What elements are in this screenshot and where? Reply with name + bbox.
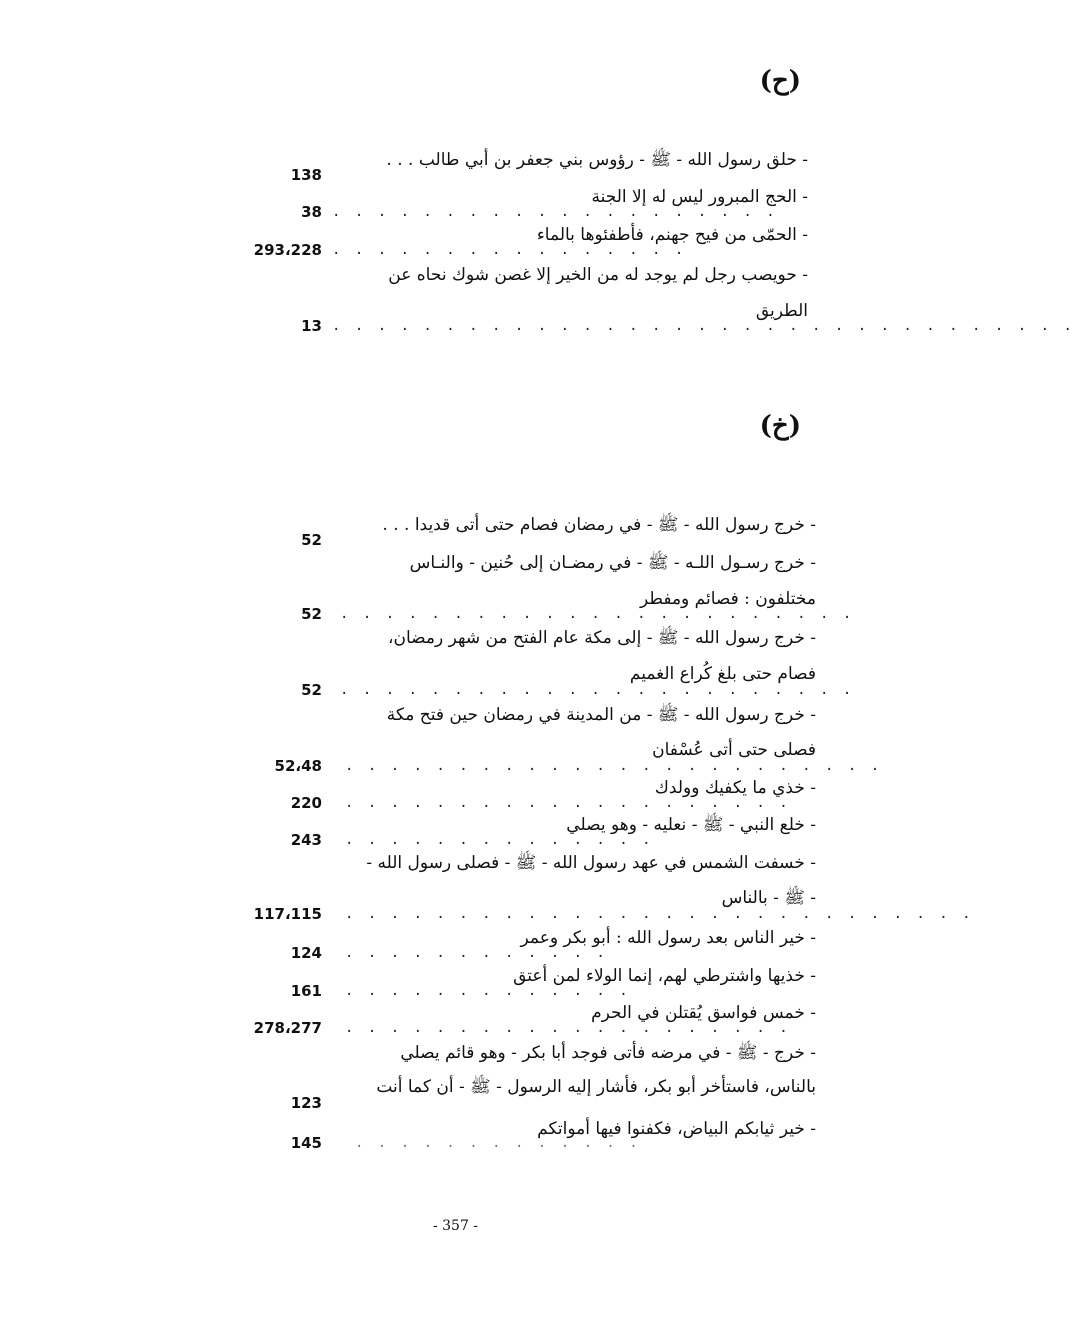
leader-dots: . . . . . . . . . . . . . . . . . . . . . . . (340, 606, 855, 622)
entry-text-line: فصام حتى بلغ كُراع الغميم (629, 664, 816, 684)
entry-text-line: - خرج رسول الله - ﷺ - في رمضان فصام حتى أتى قديدا . . . (382, 515, 816, 535)
entry-text-line: مختلفون : فصائم ومفطر (640, 589, 816, 609)
entry-text-line: - خرج رسول الله - ﷺ - إلى مكة عام الفتح من شهر رمضان، (388, 628, 816, 648)
leader-dots: . . . . . . . . . . . . . . . . . . . . (332, 204, 778, 220)
entry-page-number: 52 (301, 605, 322, 623)
entry-text-line: - الحج المبرور ليس له إلا الجنة (591, 187, 808, 207)
entry-text-line: - ﷺ - بالناس (721, 888, 816, 908)
leader-dots: . . . . . . . . . . . . . (355, 1135, 641, 1151)
leader-dots: . . . . . . . . . . . . (345, 945, 608, 961)
entry-text-line: - خير الناس بعد رسول الله : أبو بكر وعمر (520, 928, 816, 948)
entry-text-line: - خذي ما يكفيك وولدك (654, 778, 816, 798)
leader-dots: . . . . . . . . . . . . . . . . . . . . (345, 795, 791, 811)
leader-dots: . . . . . . . . . . . . . . . . . . . . (345, 1020, 791, 1036)
entry-page-number: 52،48 (274, 757, 322, 775)
entry-page-number: 293،228 (253, 241, 322, 259)
entry-page-number: 117،115 (253, 905, 322, 923)
entry-text-line: - خمس فواسق يُقتلن في الحرم (591, 1003, 816, 1023)
page-number-footer: - 357 - (432, 1218, 479, 1234)
entry-text-line: - حلق رسول الله - ﷺ - رؤوس بني جعفر بن أبي طالب . . . (386, 150, 808, 170)
entry-page-number: 220 (290, 794, 322, 812)
entry-text-line: - خرج رسـول اللـه - ﷺ - في رمضـان إلى حُنين - والنـاس (409, 553, 816, 573)
entry-page-number: 52 (301, 531, 322, 549)
entry-page-number: 138 (290, 166, 322, 184)
entry-text-line: - خسفت الشمس في عهد رسول الله - ﷺ - فصلى رسول الله - (366, 853, 816, 873)
leader-dots: . . . . . . . . . . . . . . . . . . . . . . . . (345, 758, 883, 774)
leader-dots: . . . . . . . . . . . . . . . . (332, 242, 687, 258)
entry-page-number: 278،277 (253, 1019, 322, 1037)
entry-page-number: 145 (290, 1134, 322, 1152)
entry-page-number: 161 (290, 982, 322, 1000)
section-kha-heading: (خ) (759, 411, 801, 441)
entry-text-line: - خرج رسول الله - ﷺ - من المدينة في رمضان حين فتح مكة (386, 705, 816, 725)
entry-page-number: 13 (301, 317, 322, 335)
entry-text-line: - حويصب رجل لم يوجد له من الخير إلا غصن شوك نحاه عن (388, 265, 808, 285)
entry-page-number: 123 (290, 1094, 322, 1112)
leader-dots: . . . . . . . . . . . . . . . . . . . . . . . (340, 682, 855, 698)
entry-text-line: بالناس، فاستأخر أبو بكر، فأشار إليه الرسول - ﷺ - أن كما أنت (376, 1077, 816, 1097)
entry-page-number: 52 (301, 681, 322, 699)
leader-dots: . . . . . . . . . . . . . (345, 983, 631, 999)
entry-text-line: فصلى حتى أتى عُسْفان (652, 740, 816, 760)
section-ha-heading: (ح) (759, 66, 801, 96)
entry-page-number: 38 (301, 203, 322, 221)
entry-page-number: 243 (290, 831, 322, 849)
entry-text-line: - الحمّى من فيح جهنم، فأطفئوها بالماء (536, 225, 808, 245)
entry-text-line: الطريق (755, 301, 808, 321)
entry-text-line: - خرج - ﷺ - في مرضه فأتى فوجد أبا بكر - وهو قائم يصلي (400, 1043, 816, 1063)
entry-text-line: - خذيها واشترطي لهم، إنما الولاء لمن أعتق (513, 966, 816, 986)
leader-dots: . . . . . . . . . . . . . . (345, 832, 654, 848)
entry-text-line: - خلع النبي - ﷺ - نعليه - وهو يصلي (566, 815, 816, 835)
entry-text-line: - خير ثيابكم البياض، فكفنوا فيها أمواتكم (537, 1119, 816, 1139)
entry-page-number: 124 (290, 944, 322, 962)
leader-dots: . . . . . . . . . . . . . . . . . . . . . . . . . . . . (345, 906, 974, 922)
leader-dots: . . . . . . . . . . . . . . . . . . . . . . . . . . . . . . . . . (332, 318, 1075, 334)
